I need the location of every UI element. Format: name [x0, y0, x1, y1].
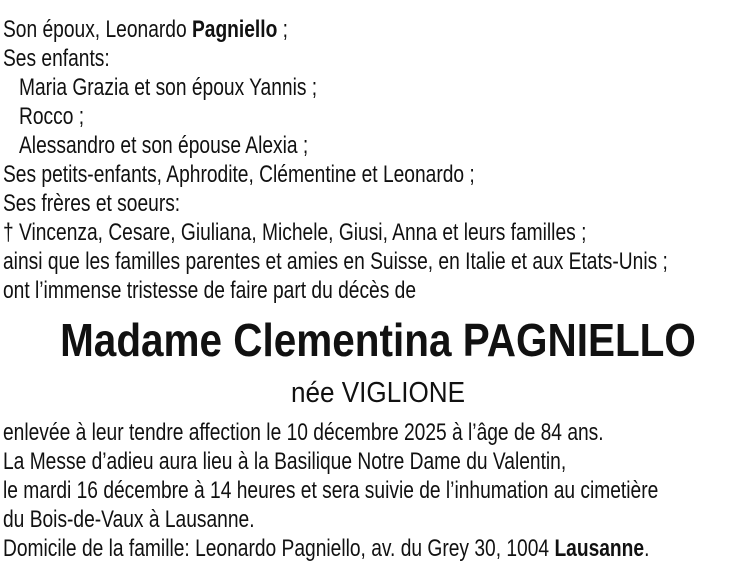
- related-families-line: ainsi que les familles parentes et amies en Suisse, en Italie et aux Etats-Unis ;: [3, 248, 668, 275]
- siblings-header-line: Ses frères et soeurs:: [3, 190, 181, 217]
- details-section: [3, 418, 756, 563]
- child-line-1: Maria Grazia et son époux Yannis ;: [19, 74, 318, 101]
- children-header-line: Ses enfants:: [3, 45, 110, 72]
- spouse-line: [3, 15, 605, 44]
- funeral-service-line-1: La Messe d’adieu aura lieu à la Basilique Notre Dame du Valentin,: [3, 448, 567, 475]
- siblings-line: † Vincenza, Cesare, Giuliana, Michele, Giusi, Anna et leurs familles ;: [3, 219, 587, 246]
- address-city-bold: Lausanne: [554, 535, 645, 562]
- deceased-name-title: Madame Clementina PAGNIELLO: [60, 314, 696, 366]
- grandchildren-line: Ses petits-enfants, Aphrodite, Clémentine et Leonardo ;: [3, 161, 475, 188]
- spouse-line-post: ;: [277, 16, 288, 43]
- announcement-line: ont l’immense tristesse de faire part du décès de: [3, 277, 417, 304]
- maiden-name-subtitle: née VIGLIONE: [290, 377, 466, 409]
- address-post: .: [644, 535, 650, 562]
- family-address-line: [3, 534, 650, 563]
- spouse-line-pre: Son époux, Leonardo: [3, 16, 192, 43]
- death-date-line: enlevée à leur tendre affection le 10 décembre 2025 à l’âge de 84 ans.: [3, 419, 604, 446]
- funeral-service-line-2: le mardi 16 décembre à 14 heures et sera suivie de l’inhumation au cimetière: [3, 477, 659, 504]
- address-pre: Domicile de la famille: Leonardo Pagniello, av. du Grey 30, 1004: [3, 535, 555, 562]
- funeral-service-line-3: du Bois-de-Vaux à Lausanne.: [3, 506, 255, 533]
- child-line-2: Rocco ;: [19, 103, 85, 130]
- spouse-surname-bold: Pagniello: [191, 16, 278, 43]
- child-line-3: Alessandro et son épouse Alexia ;: [19, 132, 309, 159]
